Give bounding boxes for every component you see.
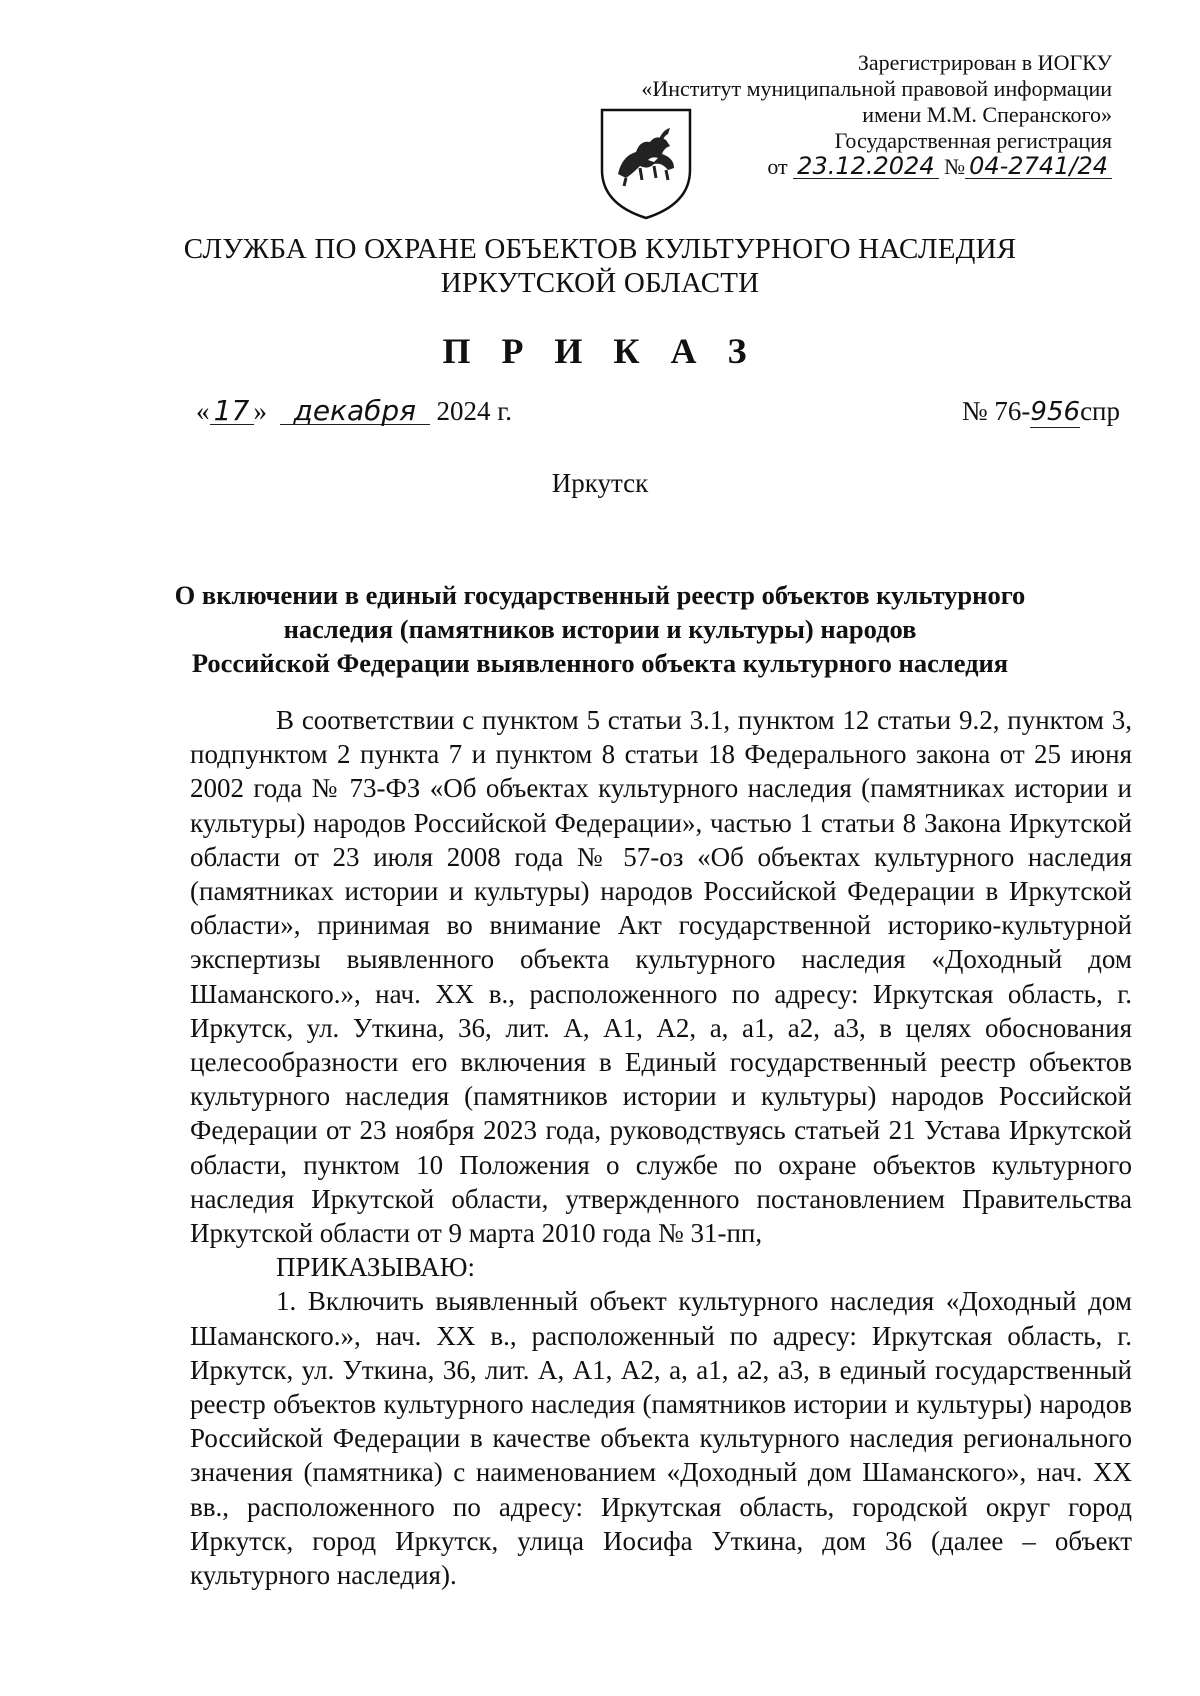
order-subject — [150, 578, 1050, 680]
registration-line: имени М.М. Сперанского» — [862, 102, 1112, 127]
city: Иркутск — [551, 468, 649, 498]
organization-name — [0, 232, 1200, 300]
order-number-prefix: № 76- — [961, 396, 1031, 426]
subject-line: О включении в единый государственный реестр объектов культурного — [174, 580, 1026, 610]
organization-line: ИРКУТСКОЙ ОБЛАСТИ — [440, 267, 760, 299]
registration-from-label: от — [767, 154, 788, 179]
registration-line: Государственная регистрация — [834, 128, 1112, 153]
preamble-paragraph: В соответствии с пунктом 5 статьи 3.1, пунктом 12 статьи 9.2, пунктом 3, подпунктом 2 пункта 7 и пунктом 8 статьи 18 Федерального закона от 25 июня 2002 года № 73-ФЗ «Об объектах культурного наследия (памятниках истории и культуры) народов Российской Федерации», частью 1 статьи 8 Закона Иркутской области от 23 июля 2008 года № 57-оз «Об объектах культурного наследия (памятниках истории и культуры) народов Российской Федерации в Иркутской области», принимая во внимание Акт государственной историко-культурной экспертизы выявленного объекта культурного наследия «Доходный дом Шаманского.», нач. XX в., расположенного по адресу: Иркутская область, г. Иркутск, ул. Уткина, 36, лит. А, А1, А2, а, а1, а2, а3, в целях обоснования целесообразности его включения в Единый государственный реестр объектов культурного наследия (памятников истории и культуры) народов Российской Федерации от 23 ноября 2023 года, руководствуясь статьей 21 Устава Иркутской области, пунктом 10 Положения о службе по охране объектов культурного наследия Иркутской области, утвержденного постановлением Правительства Иркутской области от 9 марта 2010 года № 31-пп, — [190, 705, 1132, 1249]
date-year: 2024 г. — [436, 396, 513, 426]
order-word: ПРИКАЗЫВАЮ: — [276, 1252, 475, 1283]
registration-date: 23.12.2024 — [793, 154, 938, 179]
order-body — [190, 703, 1132, 1592]
document-type: П Р И К А З — [442, 331, 758, 371]
registration-line: «Институт муниципальной правовой информации — [641, 76, 1112, 101]
date-close-quote: » — [253, 396, 267, 426]
registration-number-label: № — [944, 154, 966, 179]
subject-line: Российской Федерации выявленного объекта культурного наследия — [191, 648, 1009, 678]
subject-line: наследия (памятников истории и культуры) народов — [283, 614, 917, 644]
date-day: 17 — [210, 398, 254, 425]
registration-number: 04-2741/24 — [965, 154, 1112, 179]
date-open-quote: « — [196, 396, 210, 426]
irkutsk-coat-of-arms-icon — [596, 104, 696, 222]
order-number-value: 956 — [1030, 397, 1081, 427]
date-month: декабря — [280, 398, 430, 425]
organization-line: СЛУЖБА ПО ОХРАНЕ ОБЪЕКТОВ КУЛЬТУРНОГО НАСЛЕДИЯ — [183, 233, 1017, 265]
order-date — [196, 396, 512, 427]
order-item-1: 1. Включить выявленный объект культурного наследия «Доходный дом Шаманского.», нач. XX в., расположенный по адресу: Иркутская область, г. Иркутск, ул. Уткина, 36, лит. А, А1, А2, а, а1, а2, а3, в единый государственный реестр объектов культурного наследия (памятников истории и культуры) народов Российской Федерации в качестве объекта культурного наследия регионального значения (памятника) с наименованием «Доходный дом Шаманского», нач. XX вв., расположенного по адресу: Иркутская область, городской округ город Иркутск, город Иркутск, улица Иосифа Уткина, дом 36 (далее – объект культурного наследия). — [190, 1286, 1132, 1591]
order-number-suffix: спр — [1080, 396, 1120, 426]
order-number — [962, 396, 1120, 427]
registration-line: Зарегистрирован в ИОГКУ — [857, 50, 1112, 75]
